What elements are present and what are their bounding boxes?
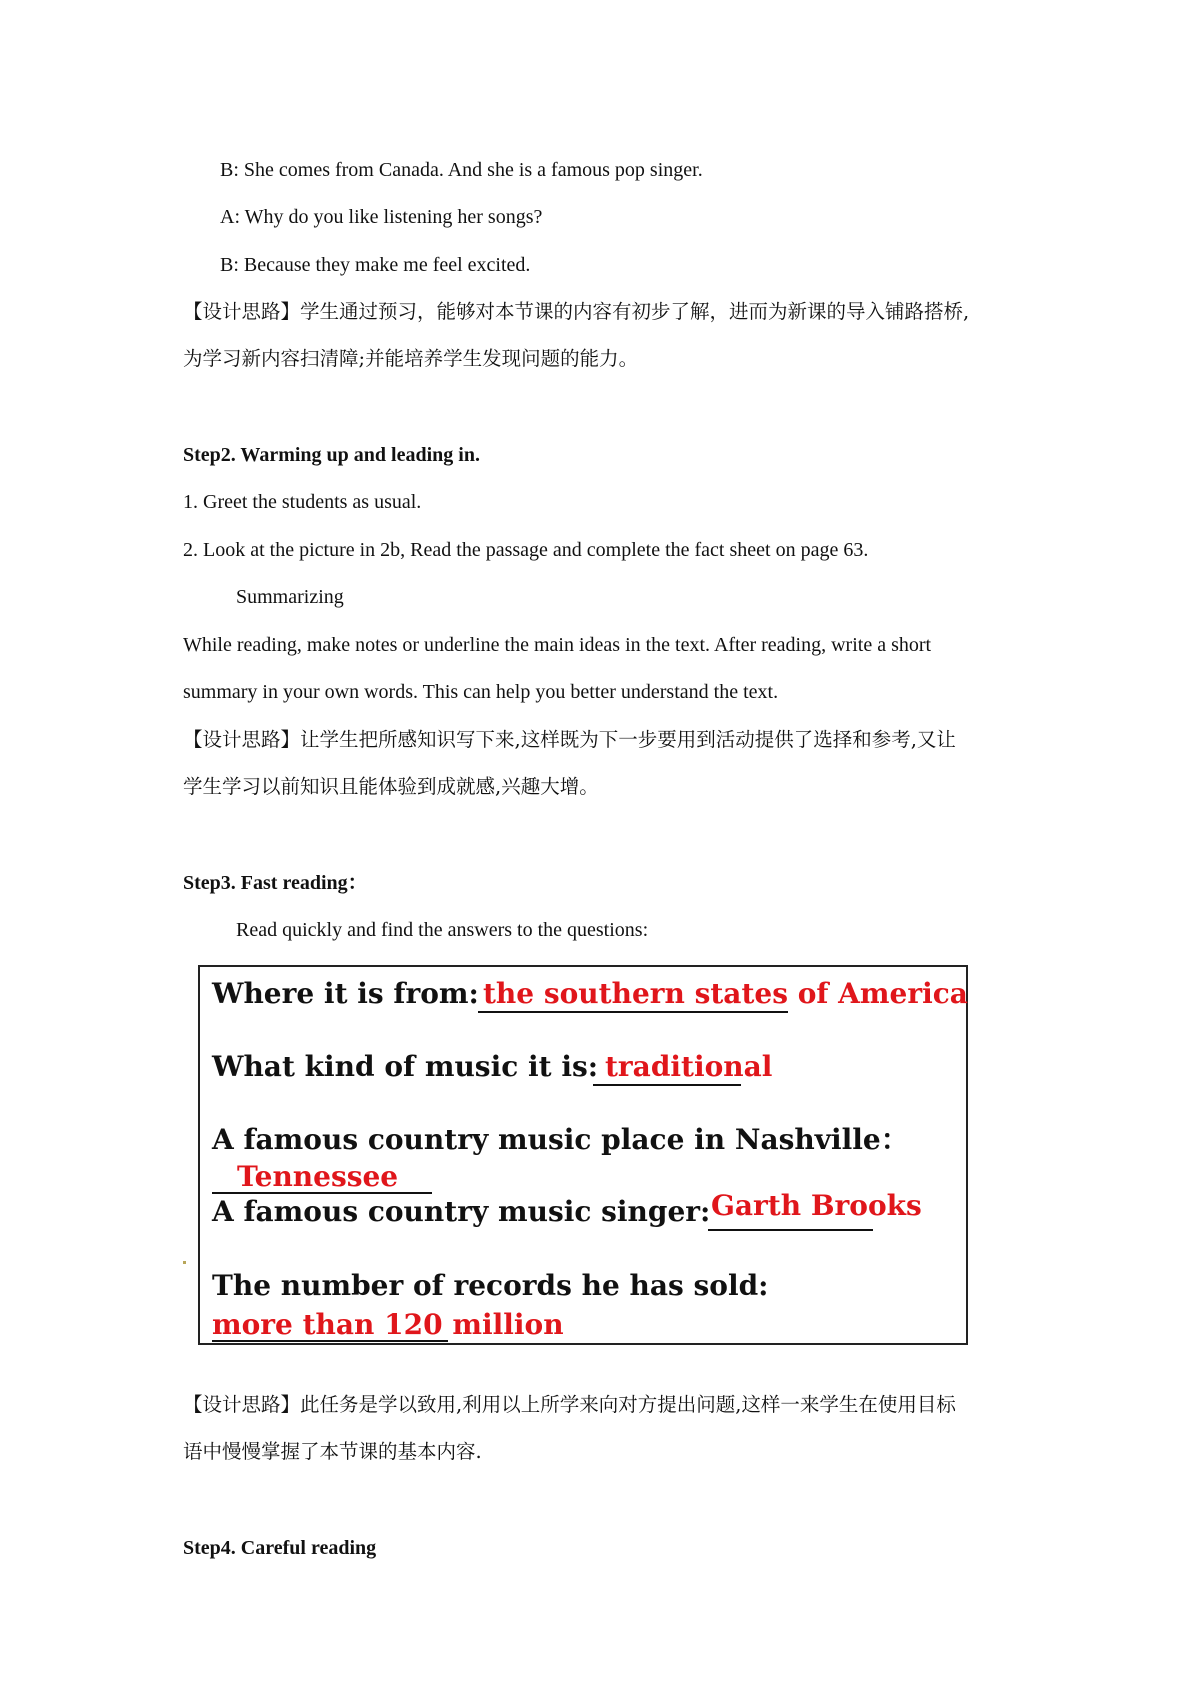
step3-instruction: Read quickly and find the answers to the questions:	[236, 919, 649, 941]
fact-answer-origin: the southern states of America	[483, 977, 968, 1010]
dialogue-line-b2: B: Because they make me feel excited.	[220, 254, 531, 276]
step3-heading: Step3. Fast reading：	[183, 872, 368, 894]
design-note-2-line-2: 学生学习以前知识且能体验到成就感,兴趣大增。	[183, 775, 599, 798]
step2-item-2: 2. Look at the picture in 2b, Read the passage and complete the fact sheet on page 63.	[183, 539, 869, 561]
dialogue-line-b1: B: She comes from Canada. And she is a famous pop singer.	[220, 159, 703, 181]
design-note-2-line-1: 【设计思路】让学生把所感知识写下来,这样既为下一步要用到活动提供了选择和参考,又让	[183, 728, 956, 751]
fact-question-singer: A famous country music singer:	[212, 1195, 711, 1228]
step2-item-1: 1. Greet the students as usual.	[183, 491, 422, 513]
fact-answer-music-kind: traditional	[605, 1050, 773, 1083]
fact-sheet-box	[198, 965, 968, 1345]
fact-question-origin: Where it is from:	[212, 977, 479, 1010]
fact-question-place: A famous country music place in Nashville：	[212, 1123, 909, 1156]
step2-heading: Step2. Warming up and leading in.	[183, 444, 480, 466]
design-note-1-line-2: 为学习新内容扫清障;并能培养学生发现问题的能力。	[183, 347, 639, 370]
summarizing-label: Summarizing	[236, 586, 344, 608]
step4-heading: Step4. Careful reading	[183, 1537, 377, 1559]
answer-underline-origin	[478, 1011, 788, 1013]
design-note-3-line-1: 【设计思路】此任务是学以致用,利用以上所学来向对方提出问题,这样一来学生在使用目标	[183, 1393, 956, 1416]
fact-question-records: The number of records he has sold:	[212, 1269, 769, 1302]
dialogue-line-a1: A: Why do you like listening her songs?	[220, 206, 543, 228]
fact-answer-records: more than 120 million	[212, 1308, 564, 1341]
summarizing-paragraph-line-1: While reading, make notes or underline the main ideas in the text. After reading, write a short	[183, 634, 932, 656]
summarizing-paragraph-line-2: summary in your own words. This can help you better understand the text.	[183, 681, 779, 703]
fact-question-music-kind: What kind of music it is:	[212, 1050, 599, 1083]
answer-underline-singer	[708, 1229, 873, 1231]
design-note-3-line-2: 语中慢慢掌握了本节课的基本内容.	[183, 1440, 482, 1463]
design-note-1-line-1: 【设计思路】学生通过预习，能够对本节课的内容有初步了解，进而为新课的导入铺路搭桥,	[183, 300, 970, 323]
stray-mark	[183, 1261, 186, 1264]
answer-underline-music-kind	[593, 1084, 741, 1086]
fact-answer-singer: Garth Brooks	[711, 1189, 922, 1222]
fact-answer-place: Tennessee	[237, 1160, 399, 1193]
